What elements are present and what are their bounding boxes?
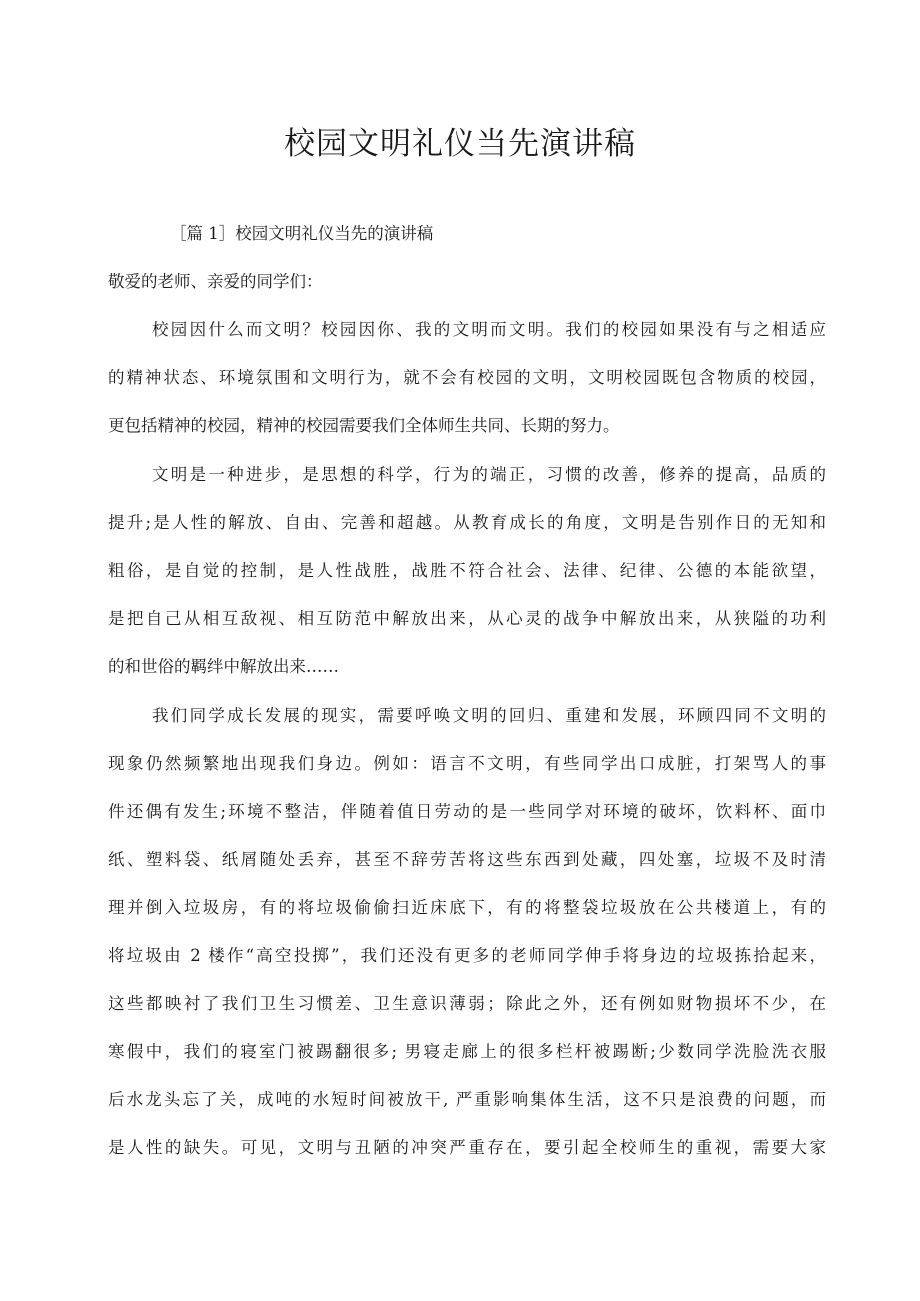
paragraph-line: 寒假中，我们的寝室门被踢翻很多; 男寝走廊上的很多栏杆被踢断;少数同学洗脸洗衣服: [108, 1042, 826, 1061]
paragraph-line: 纸、塑料袋、纸屑随处丢弃，甚至不辞劳苦将这些东西到处藏，四处塞，垃圾不及时清: [108, 850, 826, 869]
paragraph-line: 件还偶有发生;环境不整洁，伴随着值日劳动的是一些同学对环境的破坏，饮料杯、面巾: [108, 802, 826, 821]
paragraph-line: 是把自己从相互敌视、相互防范中解放出来，从心灵的战争中解放出来，从狭隘的功利: [108, 609, 826, 628]
paragraph-line: 提升;是人性的解放、自由、完善和超越。从教育成长的角度，文明是告别作日的无知和: [108, 513, 826, 532]
paragraph-line: 的和世俗的羁绊中解放出来……: [108, 657, 339, 676]
paragraph-line: 粗俗，是自觉的控制，是人性战胜，战胜不符合社会、法律、纪律、公德的本能欲望，: [108, 561, 826, 580]
paragraph-line: 是人性的缺失。可见，文明与丑陋的冲突严重存在，要引起全校师生的重视，需要大家: [108, 1138, 826, 1157]
subtitle: ［篇 1］校园文明礼仪当先的演讲稿: [170, 224, 434, 243]
paragraph-line: 后水龙头忘了关，成吨的水短时间被放干, 严重影响集体生活，这不只是浪费的问题，而: [108, 1090, 826, 1109]
paragraph-line: 现象仍然频繁地出现我们身边。例如：语言不文明，有些同学出口成脏，打架骂人的事: [108, 754, 826, 773]
paragraph-line: 将垃圾由 2 楼作“高空投掷”，我们还没有更多的老师同学伸手将身边的垃圾拣拾起来，: [108, 946, 826, 965]
paragraph-line: 的精神状态、环境氛围和文明行为，就不会有校园的文明，文明校园既包含物质的校园，: [108, 368, 826, 387]
document-title: 校园文明礼仪当先演讲稿: [284, 126, 636, 162]
paragraph-line: 文明是一种进步，是思想的科学，行为的端正，习惯的改善，修养的提高，品质的: [152, 465, 826, 484]
salutation: 敬爱的老师、亲爱的同学们：: [108, 272, 323, 291]
paragraph-line: 校园因什么而文明？校园因你、我的文明而文明。我们的校园如果没有与之相适应: [152, 320, 826, 339]
paragraph-line: 更包括精神的校园，精神的校园需要我们全体师生共同、长期的努力。: [108, 416, 620, 435]
paragraph-line: 我们同学成长发展的现实，需要呼唤文明的回归、重建和发展，环顾四同不文明的: [152, 706, 826, 725]
paragraph-line: 理并倒入垃圾房，有的将垃圾偷偷扫近床底下，有的将整袋垃圾放在公共楼道上，有的: [108, 898, 826, 917]
paragraph-line: 这些都映衬了我们卫生习惯差、卫生意识薄弱；除此之外，还有例如财物损坏不少，在: [108, 994, 826, 1013]
